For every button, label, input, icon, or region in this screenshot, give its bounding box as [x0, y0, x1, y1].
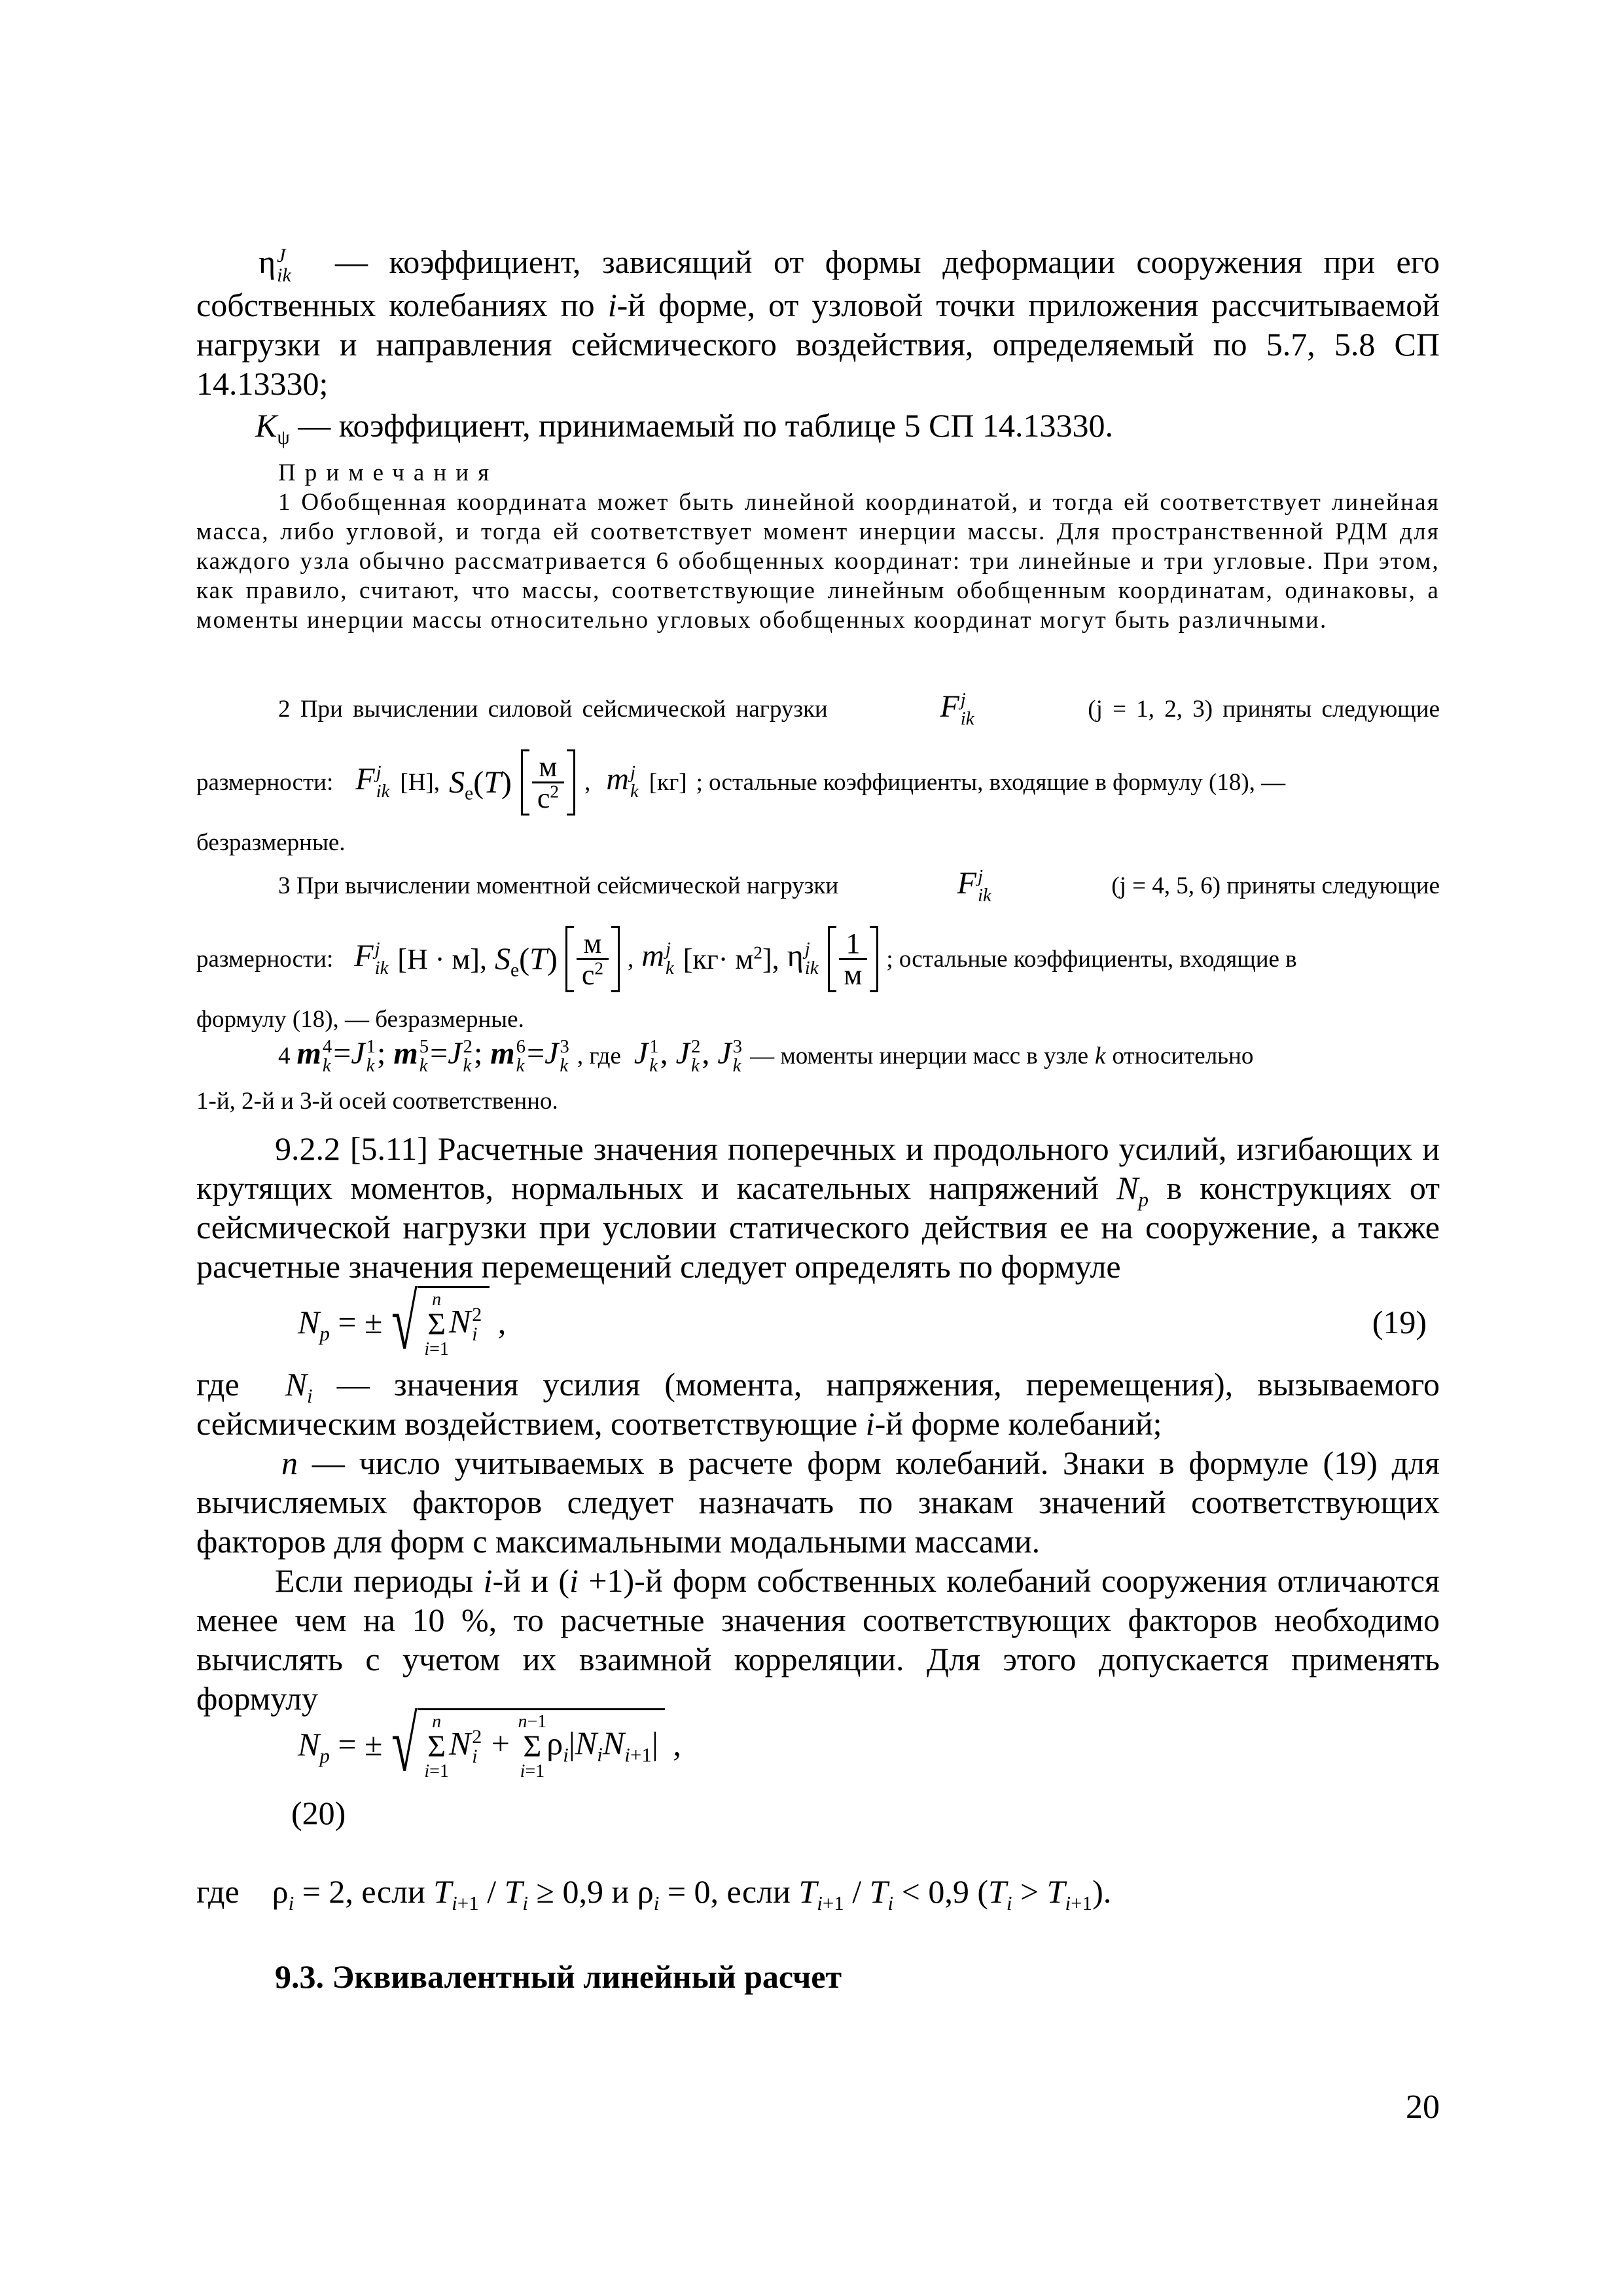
note-3-end: формулу (18), — безразмерные. [196, 1006, 524, 1033]
kpsi-definition: $K_\psi$ — коэффициент, принимаемый по таблице 5 СП 14.13330. [255, 407, 1114, 448]
note-1: 1 Обобщенная координата может быть линейной координатой, и тогда ей соответствует линейная масса, либо угловой, и тогда ей соответствует момент инерции массы. Для пространственной РДМ для каждого узла обычно рассматривается 6 обобщенных координат: три линейные и три угловые. При этом, как правило, считают, что массы, соответствующие линейным обобщенным координатам, одинаковы, а моменты инерции массы относительно угловых обобщенных координат могут быть различными. [196, 489, 1440, 634]
formula-19: $N_p$ = ± √ n Σ i=1 N 2 i , (19) [298, 1278, 1427, 1365]
where-block-n: n — число учитываемых в расчете форм колебаний. Знаки в формуле (19) для вычисляемых факторов следует назначать по знакам значений соответствующих факторов для форм с максимальными модальными массами. [196, 1444, 1440, 1560]
note-2-dims: размерности: F j ik [Н], $S_e(T)$ $\frac{м}{с^2}$ , m j k [кг] ; остальные коэффициенты, входящие в формулу (18), — [196, 750, 1286, 814]
notes-heading: Примечания [278, 459, 499, 486]
note-3-line: 3 При вычислении моментной сейсмической нагрузки F j ik (j = 4, 5, 6) приняты следующие [278, 865, 1440, 906]
equation-number-20: (20) [291, 1795, 346, 1831]
eta-symbol: η J ik [259, 243, 291, 286]
where-block-1: где $N_i$ — значения усилия (момента, напряжения, перемещения), вызываемого сейсмическим воздействием, соответствующие i-й форме колебаний; [196, 1366, 1440, 1442]
note-4-end: 1-й, 2-й и 3-й осей соответственно. [196, 1088, 558, 1115]
notes-block [196, 458, 1440, 635]
periods-paragraph: Если периоды i-й и (i +1)-й форм собственных колебаний сооружения отличаются менее чем на 10 %, то расчетные значения соответствующих факторов необходимо вычислять с учетом их взаимной корреляции. Для этого допускается применять формулу [196, 1562, 1440, 1717]
note-2-end: безразмерные. [196, 829, 346, 856]
note-4-line: 4 m 4 k =J 1 k ; m 5 k =J 2 k ; m 6 k =J 3 k , где J 1 k , J 2 k , J 3 k — моменты инерции масс в узле k относительно [278, 1035, 1254, 1076]
note-2-line: 2 При вычислении силовой сейсмической нагрузки F j ik (j = 1, 2, 3) приняты следующие [278, 689, 1440, 729]
eta-definition: η J ik — коэффициент, зависящий от формы деформации сооружения при его собственных колебаниях по i-й форме, от узловой точки приложения рассчитываемой нагрузки и направления сейсмического воздействия, определяемый по 5.7, 5.8 СП 14.13330; [196, 243, 1440, 402]
equation-number-19: (19) [1372, 1304, 1427, 1340]
page-number: 20 [1406, 2089, 1440, 2126]
section-heading-9-3: 9.3. Эквивалентный линейный расчет [275, 1958, 842, 1995]
section-9-2-2: 9.2.2 [5.11] Расчетные значения поперечных и продольного усилий, изгибающих и крутящих моментов, нормальных и касательных напряжений $N_p$ в конструкциях от сейсмической нагрузки при условии статического действия ее на сооружение, а также расчетные значения перемещений следует определять по формуле [196, 1130, 1440, 1285]
formula-20: $N_p$ = ± √ n Σ i=1 N 2 i + n−1 Σ i=1 $\rho_i|N_iN_{i+1}|$ , (20) [291, 1700, 681, 1831]
note-3-dims: размерности: F j ik [Н · м], $S_e(T)$ $\frac{м}{с^2}$ , m j k $[кг\cdot м^2]$, η j ik $\frac{1}{м}$ ; остальные коэффициенты, входящие в [196, 927, 1297, 991]
where-block-2: где $\rho_i = 2$, если $T_{i+1} / T_i \ge 0,9$ и $\rho_i = 0$, если $T_{i+1} / T_i < 0,9$ $(T_i > T_{i+1})$. [196, 1873, 1112, 1914]
